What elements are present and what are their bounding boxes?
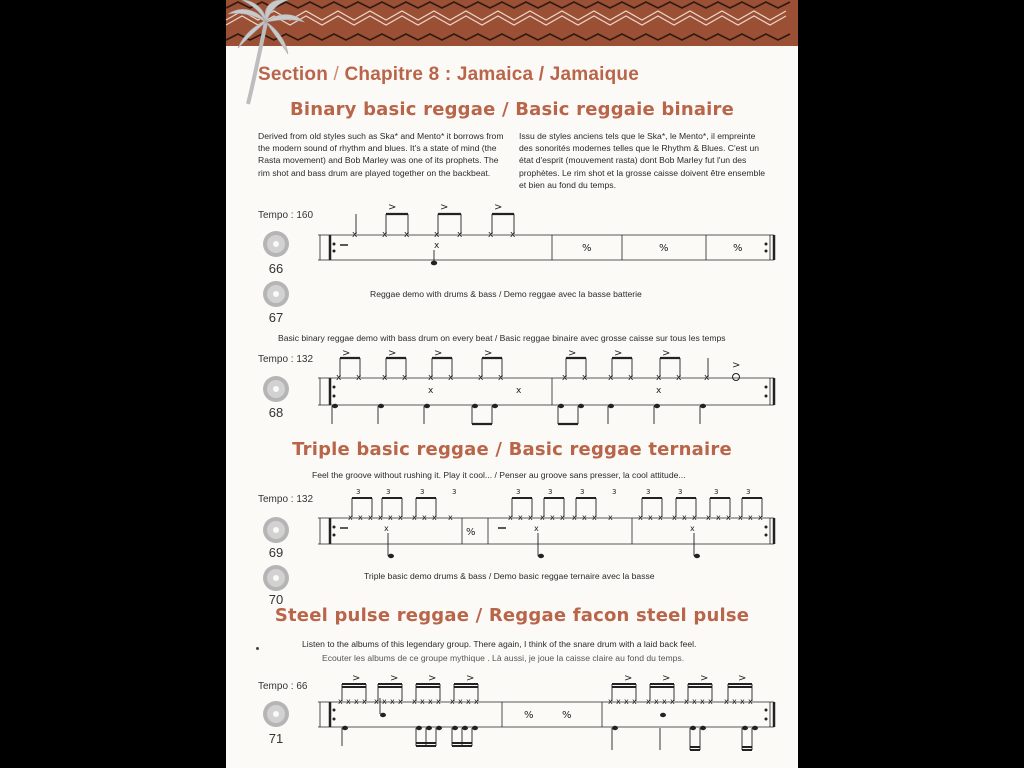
svg-text:x: x <box>422 513 427 522</box>
tempo-label-4: Tempo : 66 <box>258 681 308 692</box>
svg-text:x: x <box>428 697 433 706</box>
tempo-label-2: Tempo : 132 <box>258 354 314 365</box>
cd-track-number: 66 <box>268 261 284 276</box>
svg-text:>: > <box>484 348 493 359</box>
svg-text:>: > <box>614 348 623 359</box>
svg-text:>: > <box>494 202 503 213</box>
svg-text:x: x <box>354 697 359 706</box>
svg-text:%: % <box>582 243 592 254</box>
cd-track-number: 70 <box>268 592 284 607</box>
svg-text:x: x <box>528 513 533 522</box>
svg-text:x: x <box>436 697 441 706</box>
stray-mark <box>256 647 259 650</box>
svg-text:x: x <box>412 697 417 706</box>
svg-text:3: 3 <box>516 488 521 496</box>
svg-text:x: x <box>382 373 388 383</box>
caption-demo-1: Reggae demo with drums & bass / Demo reggae avec la basse batterie <box>370 289 642 299</box>
heading-binary-reggae: Binary basic reggae / Basic reggaie binaire <box>289 99 735 120</box>
palm-tree-icon <box>226 0 306 110</box>
section-chapter: Chapitre 8 : Jamaica / Jamaique <box>344 64 639 85</box>
heading-triple-reggae: Triple basic reggae / Basic reggae ternaire <box>292 439 732 460</box>
svg-text:x: x <box>428 386 434 396</box>
svg-text:>: > <box>390 673 399 684</box>
drum-notation-staff-4 <box>312 672 784 768</box>
tempo-label-3: Tempo : 132 <box>258 494 314 505</box>
svg-text:x: x <box>724 697 729 706</box>
svg-text:x: x <box>748 513 753 522</box>
svg-text:x: x <box>474 697 479 706</box>
svg-text:x: x <box>658 513 663 522</box>
svg-text:x: x <box>388 513 393 522</box>
drum-notation-staff-2 <box>312 350 784 430</box>
svg-text:x: x <box>458 697 463 706</box>
intro-english: Derived from old styles such as Ska* and Mento* it borrows from the modern sound of rhythm and blues. It's a state of mind (the Rasta movement) and Bob Marley was one of its prophets. The rim shot and bass drum are played together on the backbeat. <box>258 131 504 178</box>
svg-text:>: > <box>738 673 747 684</box>
svg-text:x: x <box>432 513 437 522</box>
svg-text:>: > <box>434 348 443 359</box>
svg-text:x: x <box>466 697 471 706</box>
svg-text:x: x <box>684 697 689 706</box>
svg-text:x: x <box>358 513 363 522</box>
drum-notation-staff-3 <box>312 486 784 566</box>
drum-notation-staff-1 <box>312 202 784 280</box>
section-prefix: Section <box>258 64 329 85</box>
svg-text:>: > <box>624 673 633 684</box>
svg-text:x: x <box>656 373 662 383</box>
cd-track-number: 67 <box>268 310 284 325</box>
svg-text:x: x <box>338 697 343 706</box>
svg-text:x: x <box>362 697 367 706</box>
svg-text:x: x <box>378 513 383 522</box>
svg-text:x: x <box>638 513 643 522</box>
svg-text:x: x <box>662 697 667 706</box>
svg-text:>: > <box>700 673 709 684</box>
svg-text:x: x <box>540 513 545 522</box>
svg-text:%: % <box>659 243 669 254</box>
svg-text:x: x <box>508 513 513 522</box>
svg-text:x: x <box>348 513 353 522</box>
caption-steel-french: Ecouter les albums de ce groupe mythique . Là aussi, je joue la caisse claire au fond du temps. <box>322 653 685 663</box>
svg-text:>: > <box>388 202 397 213</box>
book-page <box>226 0 798 768</box>
svg-text:x: x <box>758 513 763 522</box>
svg-text:3: 3 <box>386 488 391 496</box>
svg-text:x: x <box>582 373 588 383</box>
svg-text:x: x <box>478 373 484 383</box>
svg-text:x: x <box>434 241 440 251</box>
decorative-banner <box>226 0 798 46</box>
heading-steel-pulse: Steel pulse reggae / Reggae facon steel pulse <box>274 605 750 626</box>
cd-track-number: 71 <box>268 731 284 746</box>
svg-text:x: x <box>732 697 737 706</box>
svg-text:x: x <box>738 513 743 522</box>
svg-text:x: x <box>676 373 682 383</box>
svg-text:3: 3 <box>746 488 751 496</box>
svg-text:x: x <box>608 373 614 383</box>
svg-text:x: x <box>398 697 403 706</box>
svg-text:x: x <box>488 230 494 240</box>
svg-text:x: x <box>704 373 710 383</box>
svg-text:x: x <box>457 230 463 240</box>
svg-text:x: x <box>616 697 621 706</box>
svg-text:%: % <box>466 527 476 538</box>
svg-text:x: x <box>716 513 721 522</box>
svg-text:x: x <box>428 373 434 383</box>
svg-text:x: x <box>420 697 425 706</box>
svg-text:x: x <box>516 386 522 396</box>
svg-text:x: x <box>448 373 454 383</box>
svg-text:x: x <box>382 230 388 240</box>
cd-icon <box>262 230 290 258</box>
svg-text:x: x <box>726 513 731 522</box>
cd-icon <box>262 280 290 308</box>
svg-text:x: x <box>624 697 629 706</box>
svg-text:3: 3 <box>580 488 585 496</box>
svg-text:x: x <box>498 373 504 383</box>
svg-text:3: 3 <box>356 488 361 496</box>
caption-triple-demo: Triple basic demo drums & bass / Demo basic reggae ternaire avec la basse <box>364 571 655 581</box>
svg-text:x: x <box>672 513 677 522</box>
intro-french: Issu de styles anciens tels que le Ska*, le Mento*, il empreinte des sonorités modernes telles que le Rhythm & Blues. C'est un état d'esprit (mouvement rasta) dont Bob Marley fut l'un des prophètes. Le rim shot et la grosse caisse doivent être ensemble et bien au fond du temps. <box>519 131 766 190</box>
tempo-label-1: Tempo : 160 <box>258 210 314 221</box>
svg-text:x: x <box>700 697 705 706</box>
svg-text:x: x <box>346 697 351 706</box>
svg-text:%: % <box>524 710 534 721</box>
cd-icon <box>262 516 290 544</box>
svg-text:x: x <box>692 697 697 706</box>
svg-text:x: x <box>412 513 417 522</box>
cd-track-number: 68 <box>268 405 284 420</box>
svg-text:x: x <box>656 386 662 396</box>
svg-text:x: x <box>632 697 637 706</box>
svg-text:x: x <box>336 373 342 383</box>
svg-text:x: x <box>560 513 565 522</box>
svg-text:x: x <box>654 697 659 706</box>
svg-text:>: > <box>352 673 361 684</box>
svg-text:x: x <box>670 697 675 706</box>
svg-text:x: x <box>648 513 653 522</box>
svg-text:x: x <box>608 513 613 522</box>
svg-text:>: > <box>342 348 351 359</box>
svg-text:x: x <box>382 697 387 706</box>
svg-text:x: x <box>518 513 523 522</box>
svg-text:x: x <box>450 697 455 706</box>
svg-text:x: x <box>582 513 587 522</box>
svg-text:x: x <box>740 697 745 706</box>
svg-text:x: x <box>434 230 440 240</box>
cd-icon <box>262 700 290 728</box>
svg-text:x: x <box>398 513 403 522</box>
svg-text:x: x <box>352 230 358 240</box>
svg-text:>: > <box>662 348 671 359</box>
caption-steel-english: Listen to the albums of this legendary group. There again, I think of the snare drum with a laid back feel. <box>302 639 697 649</box>
svg-text:>: > <box>440 202 449 213</box>
svg-text:3: 3 <box>452 488 457 496</box>
svg-text:x: x <box>534 524 539 533</box>
svg-text:x: x <box>368 513 373 522</box>
svg-text:x: x <box>690 524 695 533</box>
svg-text:x: x <box>706 513 711 522</box>
svg-text:3: 3 <box>548 488 553 496</box>
svg-text:x: x <box>448 513 453 522</box>
svg-text:x: x <box>384 524 389 533</box>
svg-text:>: > <box>388 348 397 359</box>
svg-text:x: x <box>550 513 555 522</box>
svg-text:x: x <box>592 513 597 522</box>
svg-text:x: x <box>402 373 408 383</box>
svg-text:%: % <box>733 243 743 254</box>
svg-text:x: x <box>748 697 753 706</box>
section-separator: / <box>333 64 339 85</box>
svg-text:x: x <box>646 697 651 706</box>
svg-text:3: 3 <box>678 488 683 496</box>
svg-text:>: > <box>466 673 475 684</box>
svg-text:3: 3 <box>420 488 425 496</box>
svg-text:%: % <box>562 710 572 721</box>
svg-text:x: x <box>692 513 697 522</box>
svg-text:x: x <box>510 230 516 240</box>
svg-text:x: x <box>682 513 687 522</box>
cd-track-number: 69 <box>268 545 284 560</box>
svg-text:>: > <box>428 673 437 684</box>
svg-text:x: x <box>562 373 568 383</box>
svg-text:>: > <box>568 348 577 359</box>
section-title <box>258 64 639 86</box>
svg-text:x: x <box>708 697 713 706</box>
svg-text:>: > <box>662 673 671 684</box>
svg-text:3: 3 <box>714 488 719 496</box>
svg-text:>: > <box>732 360 741 371</box>
svg-text:x: x <box>628 373 634 383</box>
svg-text:x: x <box>390 697 395 706</box>
caption-triple-feel: Feel the groove without rushing it. Play it cool... / Penser au groove sans presser, la cool attitude... <box>312 470 686 480</box>
svg-text:x: x <box>356 373 362 383</box>
cd-icon <box>262 564 290 592</box>
svg-text:3: 3 <box>646 488 651 496</box>
svg-text:3: 3 <box>612 488 617 496</box>
cd-icon <box>262 375 290 403</box>
svg-text:x: x <box>572 513 577 522</box>
caption-binary-bass-drum: Basic binary reggae demo with bass drum on every beat / Basic reggae binaire avec grosse caisse sur tous les temps <box>278 333 726 343</box>
svg-text:x: x <box>374 697 379 706</box>
svg-text:x: x <box>608 697 613 706</box>
svg-text:x: x <box>404 230 410 240</box>
